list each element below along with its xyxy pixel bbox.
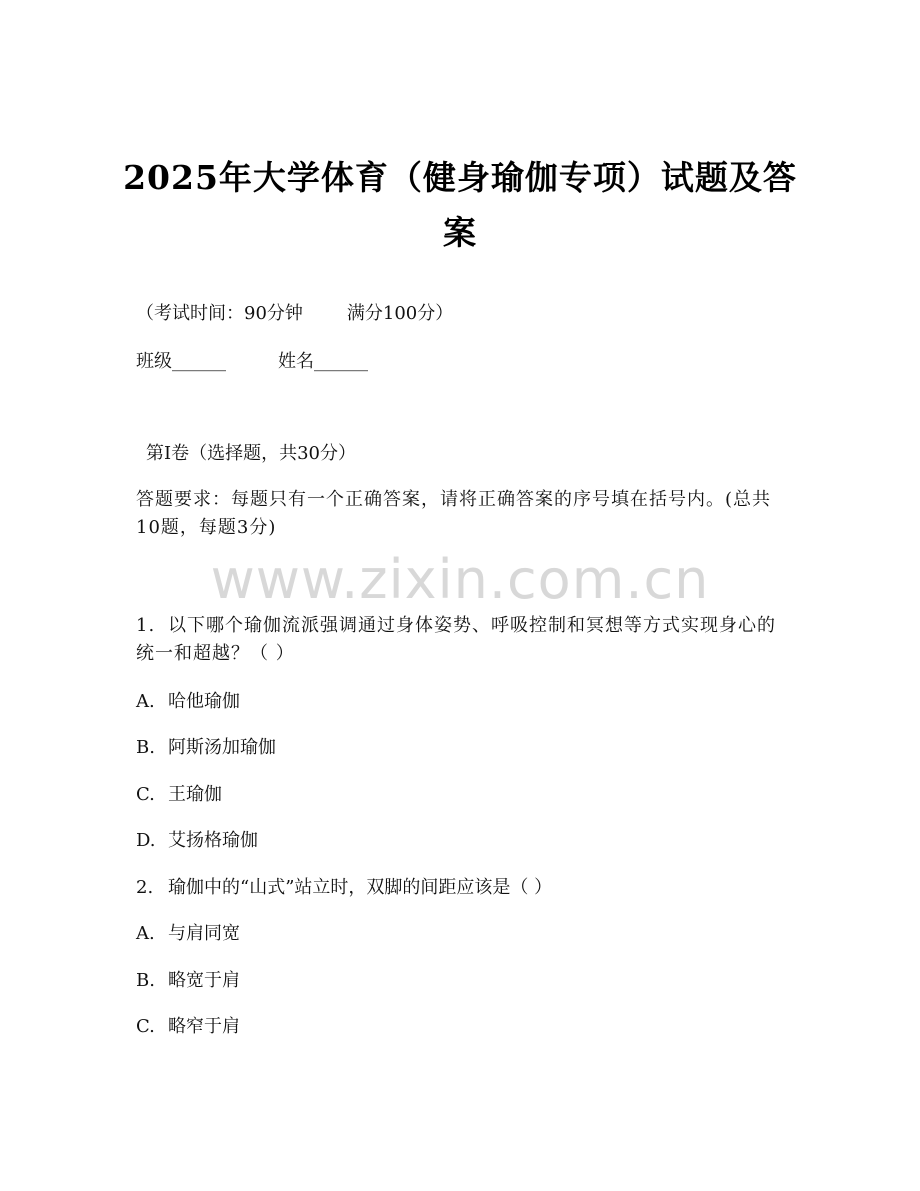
- option-text: 艾扬格瑜伽: [168, 830, 258, 851]
- option-text: 与肩同宽: [168, 923, 240, 944]
- class-label: 班级______: [136, 351, 226, 372]
- option-text: 略宽于肩: [168, 970, 240, 991]
- option-text: 哈他瑜伽: [168, 691, 240, 712]
- option-letter: A.: [136, 923, 155, 944]
- option-letter: C.: [136, 784, 155, 805]
- option-text: 王瑜伽: [168, 784, 222, 805]
- question-text: 瑜伽中的“山式”站立时，双脚的间距应该是（ ）: [168, 877, 553, 898]
- option-text: 略窄于肩: [168, 1016, 240, 1037]
- full-score: 满分100分）: [346, 303, 454, 324]
- question-number: 1.: [136, 615, 156, 636]
- watermark: www.zixin.com.cn: [210, 548, 710, 611]
- option-2c[interactable]: [136, 1013, 240, 1041]
- name-label: 姓名______: [278, 351, 368, 372]
- option-1d[interactable]: [136, 827, 258, 855]
- question-text: 以下哪个瑜伽流派强调通过身体姿势、呼吸控制和冥想等方式实现身心的统一和超越？（ ）: [136, 615, 776, 664]
- question-2: [136, 874, 552, 902]
- option-2b[interactable]: [136, 967, 240, 995]
- option-letter: B.: [136, 970, 155, 991]
- section-instructions: 答题要求：每题只有一个正确答案，请将正确答案的序号填在括号内。(总共10题，每题3分): [136, 489, 772, 538]
- student-info-line: [136, 348, 368, 376]
- option-letter: C.: [136, 1016, 155, 1037]
- time-limit: （考试时间：90分钟: [136, 303, 303, 324]
- option-text: 阿斯汤加瑜伽: [168, 737, 276, 758]
- option-1b[interactable]: [136, 734, 276, 762]
- document-title: 2025年大学体育（健身瑜伽专项）试题及答案: [123, 158, 797, 252]
- question-1: [136, 612, 786, 668]
- option-letter: D.: [136, 830, 156, 851]
- option-1c[interactable]: [136, 781, 222, 809]
- option-letter: A.: [136, 691, 155, 712]
- exam-time-line: [136, 300, 453, 328]
- option-2a[interactable]: [136, 920, 240, 948]
- question-number: 2.: [136, 877, 154, 898]
- option-letter: B.: [136, 737, 155, 758]
- section-title: 第I卷（选择题，共30分）: [146, 443, 357, 464]
- option-1a[interactable]: [136, 688, 240, 716]
